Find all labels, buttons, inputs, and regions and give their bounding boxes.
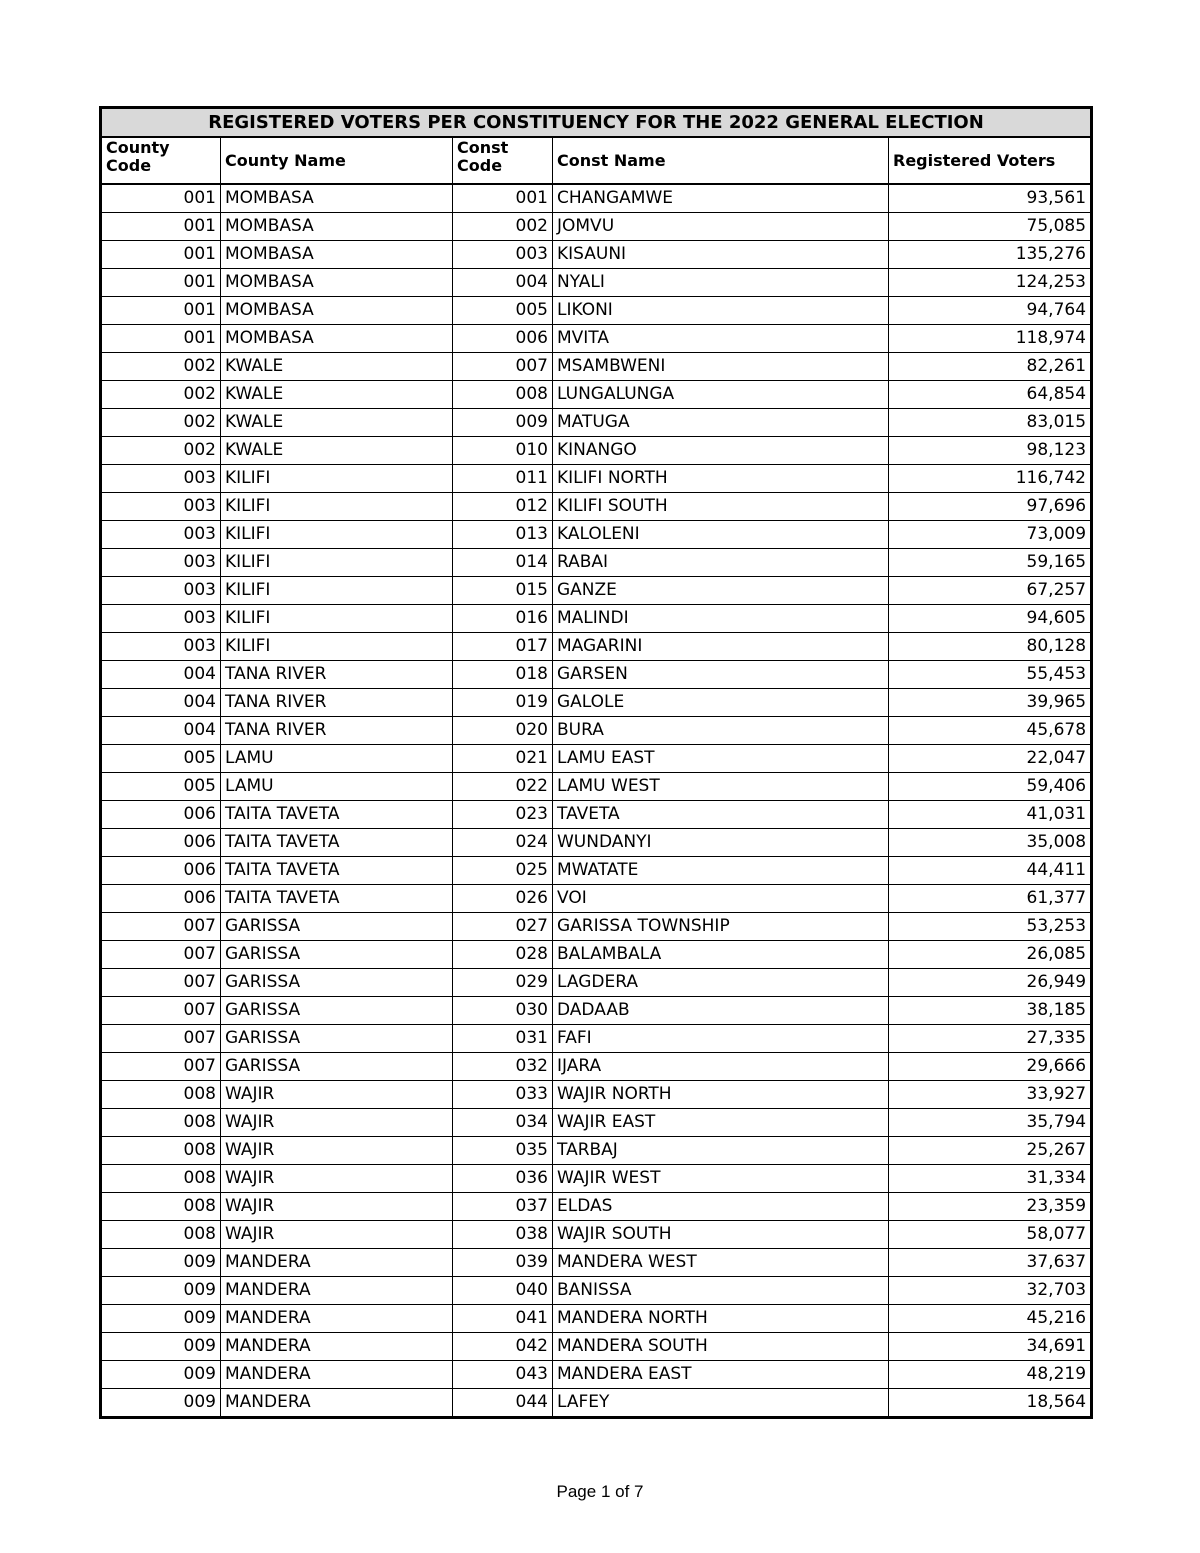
county-code-cell: 004 bbox=[101, 689, 221, 717]
county-name-cell: TANA RIVER bbox=[221, 689, 453, 717]
registered-voters-cell: 75,085 bbox=[889, 213, 1092, 241]
registered-voters-cell: 31,334 bbox=[889, 1165, 1092, 1193]
county-name-cell: MOMBASA bbox=[221, 297, 453, 325]
const-code-cell: 040 bbox=[453, 1277, 553, 1305]
registered-voters-cell: 124,253 bbox=[889, 269, 1092, 297]
county-name-cell: GARISSA bbox=[221, 969, 453, 997]
const-name-cell: WAJIR NORTH bbox=[553, 1081, 889, 1109]
table-title: REGISTERED VOTERS PER CONSTITUENCY FOR THE 2022 GENERAL ELECTION bbox=[101, 108, 1092, 138]
const-name-cell: WAJIR EAST bbox=[553, 1109, 889, 1137]
registered-voters-cell: 97,696 bbox=[889, 493, 1092, 521]
const-name-cell: MVITA bbox=[553, 325, 889, 353]
county-name-cell: MOMBASA bbox=[221, 269, 453, 297]
table-row bbox=[101, 969, 1092, 997]
county-name-cell: GARISSA bbox=[221, 1053, 453, 1081]
const-name-cell: WAJIR WEST bbox=[553, 1165, 889, 1193]
const-code-cell: 027 bbox=[453, 913, 553, 941]
const-code-cell: 008 bbox=[453, 381, 553, 409]
table-row bbox=[101, 745, 1092, 773]
county-code-cell: 009 bbox=[101, 1305, 221, 1333]
county-code-cell: 003 bbox=[101, 493, 221, 521]
county-name-cell: GARISSA bbox=[221, 913, 453, 941]
county-code-cell: 005 bbox=[101, 745, 221, 773]
const-code-cell: 012 bbox=[453, 493, 553, 521]
county-code-cell: 008 bbox=[101, 1137, 221, 1165]
table-row bbox=[101, 1193, 1092, 1221]
table-row bbox=[101, 437, 1092, 465]
registered-voters-cell: 22,047 bbox=[889, 745, 1092, 773]
table-row bbox=[101, 381, 1092, 409]
registered-voters-cell: 26,085 bbox=[889, 941, 1092, 969]
table-row bbox=[101, 1053, 1092, 1081]
const-name-cell: LAFEY bbox=[553, 1389, 889, 1418]
registered-voters-cell: 26,949 bbox=[889, 969, 1092, 997]
county-name-cell: WAJIR bbox=[221, 1081, 453, 1109]
county-name-cell: MOMBASA bbox=[221, 241, 453, 269]
registered-voters-cell: 82,261 bbox=[889, 353, 1092, 381]
county-code-cell: 002 bbox=[101, 409, 221, 437]
registered-voters-cell: 55,453 bbox=[889, 661, 1092, 689]
county-name-cell: TAITA TAVETA bbox=[221, 885, 453, 913]
table-row bbox=[101, 269, 1092, 297]
county-code-cell: 009 bbox=[101, 1361, 221, 1389]
table-row bbox=[101, 885, 1092, 913]
table-row bbox=[101, 661, 1092, 689]
const-code-cell: 042 bbox=[453, 1333, 553, 1361]
county-code-cell: 003 bbox=[101, 633, 221, 661]
const-code-cell: 026 bbox=[453, 885, 553, 913]
table-row bbox=[101, 1277, 1092, 1305]
const-name-cell: MANDERA NORTH bbox=[553, 1305, 889, 1333]
county-name-cell: WAJIR bbox=[221, 1137, 453, 1165]
county-code-cell: 001 bbox=[101, 325, 221, 353]
county-code-cell: 004 bbox=[101, 717, 221, 745]
table-row bbox=[101, 549, 1092, 577]
county-code-cell: 009 bbox=[101, 1277, 221, 1305]
county-code-cell: 003 bbox=[101, 465, 221, 493]
registered-voters-cell: 27,335 bbox=[889, 1025, 1092, 1053]
const-code-cell: 019 bbox=[453, 689, 553, 717]
const-code-cell: 016 bbox=[453, 605, 553, 633]
const-name-cell: WUNDANYI bbox=[553, 829, 889, 857]
registered-voters-cell: 32,703 bbox=[889, 1277, 1092, 1305]
county-name-cell: TAITA TAVETA bbox=[221, 801, 453, 829]
page-number: Page 1 of 7 bbox=[556, 1482, 644, 1501]
const-code-cell: 036 bbox=[453, 1165, 553, 1193]
county-name-cell: WAJIR bbox=[221, 1109, 453, 1137]
const-code-cell: 014 bbox=[453, 549, 553, 577]
county-name-cell: WAJIR bbox=[221, 1165, 453, 1193]
registered-voters-cell: 93,561 bbox=[889, 184, 1092, 213]
const-code-cell: 028 bbox=[453, 941, 553, 969]
const-name-cell: LIKONI bbox=[553, 297, 889, 325]
table-row bbox=[101, 997, 1092, 1025]
table-row bbox=[101, 913, 1092, 941]
const-name-cell: MANDERA EAST bbox=[553, 1361, 889, 1389]
const-name-cell: ELDAS bbox=[553, 1193, 889, 1221]
const-code-cell: 022 bbox=[453, 773, 553, 801]
county-code-cell: 009 bbox=[101, 1249, 221, 1277]
const-name-cell: KISAUNI bbox=[553, 241, 889, 269]
county-code-cell: 005 bbox=[101, 773, 221, 801]
county-name-cell: KILIFI bbox=[221, 549, 453, 577]
county-name-cell: GARISSA bbox=[221, 997, 453, 1025]
registered-voters-cell: 116,742 bbox=[889, 465, 1092, 493]
county-name-cell: WAJIR bbox=[221, 1193, 453, 1221]
const-name-cell: BURA bbox=[553, 717, 889, 745]
const-code-cell: 031 bbox=[453, 1025, 553, 1053]
const-code-cell: 015 bbox=[453, 577, 553, 605]
county-name-cell: KWALE bbox=[221, 437, 453, 465]
county-name-cell: MOMBASA bbox=[221, 184, 453, 213]
table-row bbox=[101, 801, 1092, 829]
const-code-cell: 041 bbox=[453, 1305, 553, 1333]
const-name-cell: NYALI bbox=[553, 269, 889, 297]
const-name-cell: LAGDERA bbox=[553, 969, 889, 997]
county-code-cell: 008 bbox=[101, 1165, 221, 1193]
const-name-cell: MWATATE bbox=[553, 857, 889, 885]
const-name-cell: GANZE bbox=[553, 577, 889, 605]
registered-voters-cell: 98,123 bbox=[889, 437, 1092, 465]
county-code-cell: 003 bbox=[101, 577, 221, 605]
const-code-cell: 004 bbox=[453, 269, 553, 297]
county-code-cell: 007 bbox=[101, 997, 221, 1025]
const-code-cell: 018 bbox=[453, 661, 553, 689]
const-code-cell: 001 bbox=[453, 184, 553, 213]
const-name-cell: KINANGO bbox=[553, 437, 889, 465]
voters-table bbox=[99, 106, 1093, 1419]
const-name-cell: MANDERA WEST bbox=[553, 1249, 889, 1277]
const-code-cell: 034 bbox=[453, 1109, 553, 1137]
county-name-cell: MANDERA bbox=[221, 1361, 453, 1389]
county-code-cell: 008 bbox=[101, 1081, 221, 1109]
const-code-cell: 006 bbox=[453, 325, 553, 353]
registered-voters-cell: 61,377 bbox=[889, 885, 1092, 913]
table-row bbox=[101, 605, 1092, 633]
county-code-cell: 002 bbox=[101, 381, 221, 409]
table-row bbox=[101, 717, 1092, 745]
registered-voters-cell: 94,605 bbox=[889, 605, 1092, 633]
county-name-cell: KILIFI bbox=[221, 605, 453, 633]
const-name-cell: MALINDI bbox=[553, 605, 889, 633]
const-code-cell: 010 bbox=[453, 437, 553, 465]
const-code-cell: 009 bbox=[453, 409, 553, 437]
registered-voters-cell: 59,406 bbox=[889, 773, 1092, 801]
county-code-cell: 003 bbox=[101, 521, 221, 549]
table-row bbox=[101, 465, 1092, 493]
registered-voters-cell: 94,764 bbox=[889, 297, 1092, 325]
county-name-cell: KILIFI bbox=[221, 633, 453, 661]
county-name-cell: GARISSA bbox=[221, 1025, 453, 1053]
const-code-cell: 002 bbox=[453, 213, 553, 241]
table-row bbox=[101, 353, 1092, 381]
registered-voters-cell: 37,637 bbox=[889, 1249, 1092, 1277]
county-name-cell: MANDERA bbox=[221, 1305, 453, 1333]
const-name-cell: WAJIR SOUTH bbox=[553, 1221, 889, 1249]
table-row bbox=[101, 241, 1092, 269]
const-name-cell: MAGARINI bbox=[553, 633, 889, 661]
registered-voters-cell: 64,854 bbox=[889, 381, 1092, 409]
table-row bbox=[101, 1025, 1092, 1053]
county-name-cell: MOMBASA bbox=[221, 213, 453, 241]
registered-voters-cell: 58,077 bbox=[889, 1221, 1092, 1249]
header-row bbox=[101, 137, 1092, 184]
table-row bbox=[101, 1165, 1092, 1193]
county-code-cell: 003 bbox=[101, 549, 221, 577]
const-code-cell: 007 bbox=[453, 353, 553, 381]
const-code-cell: 032 bbox=[453, 1053, 553, 1081]
registered-voters-cell: 38,185 bbox=[889, 997, 1092, 1025]
county-code-cell: 006 bbox=[101, 885, 221, 913]
registered-voters-cell: 18,564 bbox=[889, 1389, 1092, 1418]
county-name-cell: KWALE bbox=[221, 353, 453, 381]
county-code-cell: 001 bbox=[101, 297, 221, 325]
county-code-cell: 009 bbox=[101, 1389, 221, 1418]
const-code-cell: 025 bbox=[453, 857, 553, 885]
const-name-cell: JOMVU bbox=[553, 213, 889, 241]
registered-voters-cell: 59,165 bbox=[889, 549, 1092, 577]
const-code-cell: 003 bbox=[453, 241, 553, 269]
county-name-cell: KWALE bbox=[221, 409, 453, 437]
county-name-cell: WAJIR bbox=[221, 1221, 453, 1249]
county-code-cell: 003 bbox=[101, 605, 221, 633]
county-name-cell: MANDERA bbox=[221, 1277, 453, 1305]
table-row bbox=[101, 184, 1092, 213]
const-name-cell: MANDERA SOUTH bbox=[553, 1333, 889, 1361]
registered-voters-cell: 83,015 bbox=[889, 409, 1092, 437]
table-row bbox=[101, 1137, 1092, 1165]
registered-voters-cell: 44,411 bbox=[889, 857, 1092, 885]
const-name-cell: MSAMBWENI bbox=[553, 353, 889, 381]
const-name-cell: LAMU WEST bbox=[553, 773, 889, 801]
const-code-cell: 023 bbox=[453, 801, 553, 829]
county-name-cell: TANA RIVER bbox=[221, 661, 453, 689]
table-row bbox=[101, 1109, 1092, 1137]
const-code-cell: 030 bbox=[453, 997, 553, 1025]
const-code-cell: 029 bbox=[453, 969, 553, 997]
county-name-cell: MANDERA bbox=[221, 1389, 453, 1418]
table-row bbox=[101, 1333, 1092, 1361]
table-row bbox=[101, 857, 1092, 885]
table-row bbox=[101, 1221, 1092, 1249]
table-row bbox=[101, 297, 1092, 325]
const-code-cell: 044 bbox=[453, 1389, 553, 1418]
county-name-cell: TAITA TAVETA bbox=[221, 829, 453, 857]
registered-voters-cell: 29,666 bbox=[889, 1053, 1092, 1081]
const-name-cell: RABAI bbox=[553, 549, 889, 577]
header-county-name: County Name bbox=[221, 137, 453, 184]
county-code-cell: 007 bbox=[101, 1053, 221, 1081]
county-code-cell: 006 bbox=[101, 801, 221, 829]
county-name-cell: KILIFI bbox=[221, 465, 453, 493]
const-name-cell: BANISSA bbox=[553, 1277, 889, 1305]
const-name-cell: GALOLE bbox=[553, 689, 889, 717]
county-name-cell: TANA RIVER bbox=[221, 717, 453, 745]
const-name-cell: DADAAB bbox=[553, 997, 889, 1025]
county-code-cell: 001 bbox=[101, 184, 221, 213]
table-row bbox=[101, 521, 1092, 549]
const-code-cell: 021 bbox=[453, 745, 553, 773]
const-name-cell: IJARA bbox=[553, 1053, 889, 1081]
const-code-cell: 033 bbox=[453, 1081, 553, 1109]
const-code-cell: 013 bbox=[453, 521, 553, 549]
header-county-code: County Code bbox=[101, 137, 221, 184]
registered-voters-cell: 48,219 bbox=[889, 1361, 1092, 1389]
county-code-cell: 002 bbox=[101, 353, 221, 381]
county-code-cell: 007 bbox=[101, 969, 221, 997]
registered-voters-cell: 34,691 bbox=[889, 1333, 1092, 1361]
table-row bbox=[101, 689, 1092, 717]
table-row bbox=[101, 1389, 1092, 1418]
registered-voters-cell: 53,253 bbox=[889, 913, 1092, 941]
county-name-cell: MANDERA bbox=[221, 1333, 453, 1361]
registered-voters-cell: 80,128 bbox=[889, 633, 1092, 661]
const-name-cell: LUNGALUNGA bbox=[553, 381, 889, 409]
county-name-cell: MANDERA bbox=[221, 1249, 453, 1277]
registered-voters-cell: 35,008 bbox=[889, 829, 1092, 857]
const-name-cell: CHANGAMWE bbox=[553, 184, 889, 213]
header-const-name: Const Name bbox=[553, 137, 889, 184]
registered-voters-cell: 118,974 bbox=[889, 325, 1092, 353]
county-code-cell: 007 bbox=[101, 941, 221, 969]
table-row bbox=[101, 409, 1092, 437]
county-name-cell: MOMBASA bbox=[221, 325, 453, 353]
const-name-cell: KILIFI SOUTH bbox=[553, 493, 889, 521]
const-code-cell: 024 bbox=[453, 829, 553, 857]
const-code-cell: 037 bbox=[453, 1193, 553, 1221]
county-code-cell: 001 bbox=[101, 213, 221, 241]
table-row bbox=[101, 633, 1092, 661]
county-name-cell: KILIFI bbox=[221, 521, 453, 549]
const-name-cell: TARBAJ bbox=[553, 1137, 889, 1165]
table-row bbox=[101, 213, 1092, 241]
county-code-cell: 008 bbox=[101, 1221, 221, 1249]
county-code-cell: 002 bbox=[101, 437, 221, 465]
const-name-cell: KALOLENI bbox=[553, 521, 889, 549]
county-code-cell: 004 bbox=[101, 661, 221, 689]
registered-voters-cell: 67,257 bbox=[889, 577, 1092, 605]
county-code-cell: 001 bbox=[101, 269, 221, 297]
table-row bbox=[101, 829, 1092, 857]
county-name-cell: LAMU bbox=[221, 745, 453, 773]
const-code-cell: 011 bbox=[453, 465, 553, 493]
county-name-cell: GARISSA bbox=[221, 941, 453, 969]
registered-voters-cell: 23,359 bbox=[889, 1193, 1092, 1221]
registered-voters-cell: 45,678 bbox=[889, 717, 1092, 745]
county-code-cell: 006 bbox=[101, 857, 221, 885]
table-row bbox=[101, 577, 1092, 605]
registered-voters-cell: 45,216 bbox=[889, 1305, 1092, 1333]
const-code-cell: 020 bbox=[453, 717, 553, 745]
header-const-code: Const Code bbox=[453, 137, 553, 184]
county-code-cell: 008 bbox=[101, 1193, 221, 1221]
table-row bbox=[101, 1361, 1092, 1389]
county-code-cell: 001 bbox=[101, 241, 221, 269]
const-code-cell: 043 bbox=[453, 1361, 553, 1389]
county-name-cell: LAMU bbox=[221, 773, 453, 801]
const-code-cell: 038 bbox=[453, 1221, 553, 1249]
county-code-cell: 007 bbox=[101, 1025, 221, 1053]
registered-voters-cell: 33,927 bbox=[889, 1081, 1092, 1109]
const-name-cell: BALAMBALA bbox=[553, 941, 889, 969]
registered-voters-cell: 135,276 bbox=[889, 241, 1092, 269]
registered-voters-cell: 35,794 bbox=[889, 1109, 1092, 1137]
table-row bbox=[101, 1305, 1092, 1333]
table-row bbox=[101, 1249, 1092, 1277]
county-name-cell: KWALE bbox=[221, 381, 453, 409]
registered-voters-cell: 41,031 bbox=[889, 801, 1092, 829]
const-name-cell: VOI bbox=[553, 885, 889, 913]
registered-voters-cell: 25,267 bbox=[889, 1137, 1092, 1165]
county-name-cell: KILIFI bbox=[221, 577, 453, 605]
county-code-cell: 006 bbox=[101, 829, 221, 857]
county-code-cell: 007 bbox=[101, 913, 221, 941]
county-code-cell: 009 bbox=[101, 1333, 221, 1361]
registered-voters-cell: 39,965 bbox=[889, 689, 1092, 717]
const-name-cell: GARISSA TOWNSHIP bbox=[553, 913, 889, 941]
const-name-cell: FAFI bbox=[553, 1025, 889, 1053]
const-code-cell: 017 bbox=[453, 633, 553, 661]
registered-voters-cell: 73,009 bbox=[889, 521, 1092, 549]
const-name-cell: MATUGA bbox=[553, 409, 889, 437]
const-code-cell: 005 bbox=[453, 297, 553, 325]
county-code-cell: 008 bbox=[101, 1109, 221, 1137]
const-name-cell: KILIFI NORTH bbox=[553, 465, 889, 493]
table-row bbox=[101, 773, 1092, 801]
header-registered-voters: Registered Voters bbox=[889, 137, 1092, 184]
table-row bbox=[101, 1081, 1092, 1109]
table-row bbox=[101, 325, 1092, 353]
const-name-cell: TAVETA bbox=[553, 801, 889, 829]
county-name-cell: TAITA TAVETA bbox=[221, 857, 453, 885]
table-row bbox=[101, 941, 1092, 969]
county-name-cell: KILIFI bbox=[221, 493, 453, 521]
const-name-cell: GARSEN bbox=[553, 661, 889, 689]
const-name-cell: LAMU EAST bbox=[553, 745, 889, 773]
const-code-cell: 035 bbox=[453, 1137, 553, 1165]
table-row bbox=[101, 493, 1092, 521]
const-code-cell: 039 bbox=[453, 1249, 553, 1277]
